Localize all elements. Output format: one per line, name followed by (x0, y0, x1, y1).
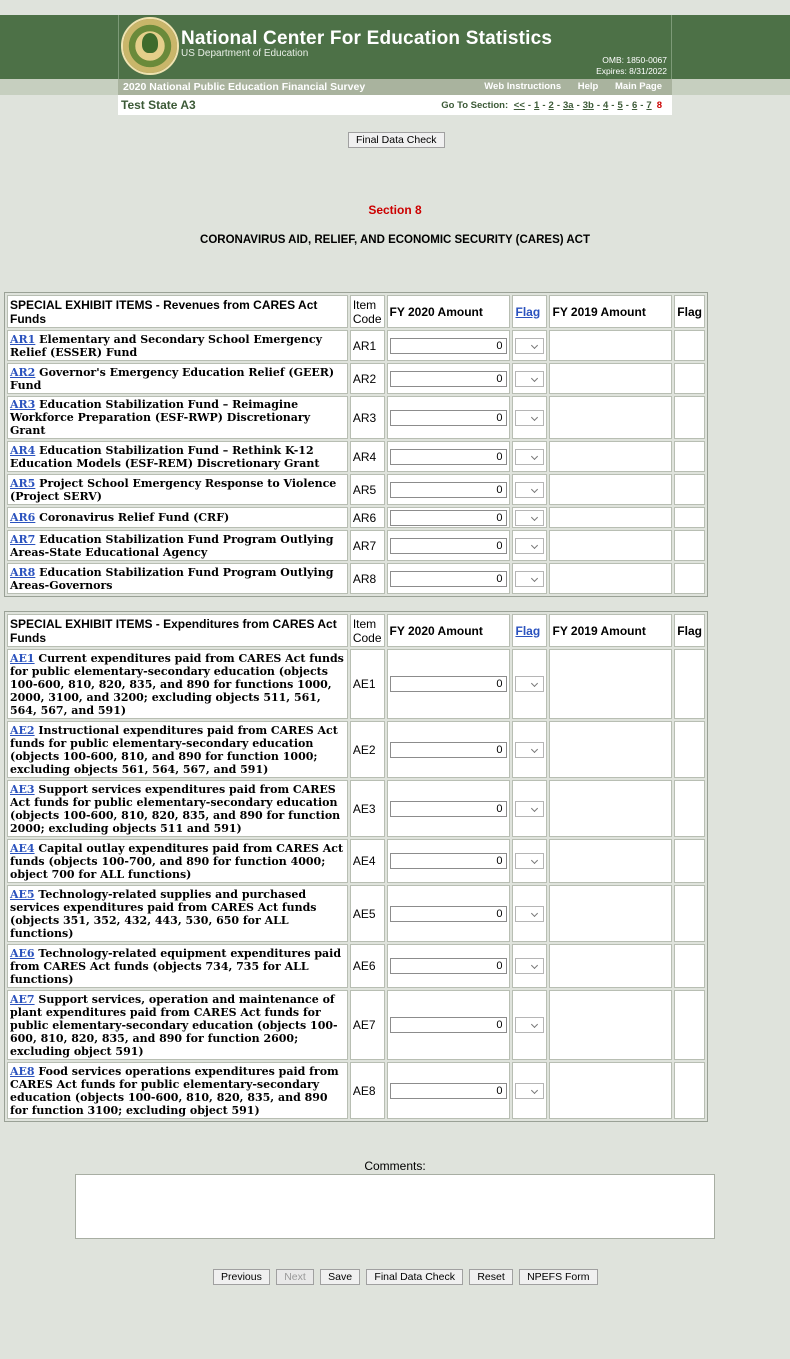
flag-select[interactable] (515, 676, 544, 692)
section-link-5[interactable]: 5 (617, 100, 623, 111)
comments-label: Comments: (364, 1159, 426, 1173)
table-row (7, 330, 705, 361)
fy2019-amount (549, 649, 672, 719)
item-label: Education Stabilization Fund Program Outlying Areas-Governors (10, 565, 334, 592)
previous-button[interactable]: Previous (213, 1269, 270, 1285)
fy2019-flag (674, 944, 705, 988)
fy2019-flag (674, 441, 705, 472)
fy2019-flag (674, 330, 705, 361)
omb-info (596, 55, 667, 77)
flag-select[interactable] (515, 906, 544, 922)
item-code: AR2 (350, 363, 385, 394)
flag-cell (512, 441, 547, 472)
item-code: AE5 (350, 885, 385, 942)
flag-header-link[interactable]: Flag (515, 623, 541, 638)
table-row (7, 474, 705, 505)
fy2019-flag (674, 396, 705, 439)
fy2020-amount-input[interactable] (390, 906, 507, 922)
fy2019-amount (549, 839, 672, 883)
item-code: AR8 (350, 563, 385, 594)
header-banner (0, 15, 790, 79)
fy2020-header: FY 2020 Amount (387, 295, 511, 328)
item-label: Education Stabilization Fund – Rethink K-12 Education Models (ESF-REM) Discretionary Grant (10, 443, 320, 470)
org-title: National Center For Education Statistics (181, 28, 553, 49)
section-title: Section 8 (368, 203, 422, 217)
current-section: 8 (656, 100, 662, 111)
item-label: Instructional expenditures paid from CARES Act funds for public elementary-secondary education (objects 100-600, 810, and 890 for function 1000; excluding objects 561, 564, 567, and 591) (10, 723, 338, 776)
table-row (7, 563, 705, 594)
fy2020-cell (387, 441, 511, 472)
fy2020-cell (387, 780, 511, 837)
flag-cell (512, 330, 547, 361)
fy2019-amount (549, 885, 672, 942)
fy2019-amount (549, 474, 672, 505)
flag-select[interactable] (515, 742, 544, 758)
table-row (7, 363, 705, 394)
item-link[interactable]: AE4 (10, 841, 35, 855)
item-code: AE1 (350, 649, 385, 719)
fy2020-amount-input[interactable] (390, 571, 507, 587)
fy2020-cell (387, 885, 511, 942)
revenues-table (4, 292, 708, 597)
department-seal-icon (121, 17, 179, 75)
flag-cell (512, 721, 547, 778)
web-instructions-link[interactable]: Web Instructions (484, 81, 562, 92)
omb-number: OMB: 1850-0067 (602, 55, 667, 65)
item-description (7, 363, 348, 394)
fy2020-amount-input[interactable] (390, 853, 507, 869)
item-code: AR4 (350, 441, 385, 472)
item-code: AR7 (350, 530, 385, 561)
fy2020-amount-input[interactable] (390, 801, 507, 817)
fy2019-amount (549, 330, 672, 361)
flag-cell (512, 1062, 547, 1119)
item-link[interactable]: AE3 (10, 782, 35, 796)
flag-cell (512, 507, 547, 528)
flag-select[interactable] (515, 958, 544, 974)
flag-select[interactable] (515, 338, 544, 354)
item-code: AE3 (350, 780, 385, 837)
table-row (7, 944, 705, 988)
fy2019-header: FY 2019 Amount (549, 614, 672, 647)
flag-cell (512, 474, 547, 505)
survey-bar-inner (118, 79, 672, 95)
fy2020-amount-input[interactable] (390, 482, 507, 498)
section-link-2[interactable]: 2 (548, 100, 554, 111)
flag-cell (512, 885, 547, 942)
item-link[interactable]: AR5 (10, 476, 36, 490)
table-row (7, 1062, 705, 1119)
table-row (7, 780, 705, 837)
section-link-4[interactable]: 4 (603, 100, 609, 111)
survey-bar (0, 79, 790, 95)
item-code-header: Item Code (352, 616, 382, 645)
table-row (7, 507, 705, 528)
fy2020-amount-input[interactable] (390, 449, 507, 465)
item-link[interactable]: AR8 (10, 565, 36, 579)
reset-button[interactable]: Reset (469, 1269, 512, 1285)
comments-textarea[interactable] (75, 1174, 715, 1239)
header-inner (118, 15, 672, 79)
flag-select[interactable] (515, 1083, 544, 1099)
item-link[interactable]: AR3 (10, 398, 36, 411)
flag-cell (512, 990, 547, 1060)
table-row (7, 649, 705, 719)
item-label: Current expenditures paid from CARES Act funds for public elementary-secondary education (objects 100-600, 810, 820, 835, and 890 for functions 1000, 2000, 3100, and 3200; excluding objects 511, 561, 564, 567, and 591) (10, 651, 344, 717)
fy2020-amount-input[interactable] (390, 510, 507, 526)
fy2020-amount-input[interactable] (390, 742, 507, 758)
item-code-header: Item Code (352, 297, 382, 326)
fy2019-flag (674, 721, 705, 778)
fy2020-cell (387, 507, 511, 528)
section-link-6[interactable]: 6 (631, 100, 638, 111)
fy2020-amount-input[interactable] (390, 1017, 507, 1033)
fy2019-flag (674, 990, 705, 1060)
item-link[interactable]: AE7 (10, 992, 35, 1006)
item-description (7, 474, 348, 505)
flag-cell (512, 363, 547, 394)
item-label: Technology-related equipment expenditures paid from CARES Act funds (objects 734, 735 for ALL functions) (10, 946, 342, 986)
fy2020-amount-input[interactable] (390, 410, 507, 426)
fy2020-cell (387, 363, 511, 394)
section-link-back[interactable]: << (513, 100, 525, 111)
item-description (7, 507, 348, 528)
fy2019-amount (549, 507, 672, 528)
item-code: AE4 (350, 839, 385, 883)
fy2019-flag (674, 530, 705, 561)
item-code: AE6 (350, 944, 385, 988)
fy2019-amount (549, 396, 672, 439)
table-row (7, 839, 705, 883)
fy2019-amount (549, 944, 672, 988)
flag-select[interactable] (515, 510, 544, 526)
fy2020-amount-input[interactable] (390, 958, 507, 974)
item-code: AE7 (350, 990, 385, 1060)
table-row (7, 990, 705, 1060)
org-subtitle: US Department of Education (181, 48, 309, 59)
fy2019-amount (549, 721, 672, 778)
fy2020-cell (387, 990, 511, 1060)
item-label: Project School Emergency Response to Violence (Project SERV) (10, 476, 337, 503)
item-link[interactable]: AR1 (10, 332, 36, 346)
fy2019-flag (674, 649, 705, 719)
fy2019-flag (674, 839, 705, 883)
flag-header: Flag (674, 295, 705, 328)
item-label: Food services operations expenditures paid from CARES Act funds for public elementary-secondary education (objects 100-600, 810, 820, 835, and 890 for function 3100; excluding object 591) (10, 1064, 339, 1117)
item-link[interactable]: AE2 (10, 723, 35, 737)
bottom-button-bar (213, 1269, 601, 1285)
fy2020-cell (387, 396, 511, 439)
help-link[interactable]: Help (577, 81, 599, 92)
flag-cell (512, 649, 547, 719)
flag-cell (512, 944, 547, 988)
item-link[interactable]: AR4 (10, 443, 36, 457)
item-description (7, 780, 348, 837)
fy2019-amount (549, 441, 672, 472)
item-link[interactable]: AR6 (10, 511, 36, 524)
item-label: Elementary and Secondary School Emergency Relief (ESSER) Fund (10, 332, 322, 359)
item-label: Governor's Emergency Education Relief (GEER) Fund (10, 365, 335, 392)
item-description (7, 721, 348, 778)
flag-cell (512, 563, 547, 594)
section-navigation: Go To Section: << - 1 - 2 - 3a - 3b - 4 - 5 - 6 - 7 8 (441, 100, 662, 111)
fy2019-amount (549, 1062, 672, 1119)
fy2019-flag (674, 363, 705, 394)
item-description (7, 885, 348, 942)
item-description (7, 396, 348, 439)
final-data-check-button[interactable]: Final Data Check (366, 1269, 463, 1285)
item-code: AE8 (350, 1062, 385, 1119)
fy2020-cell (387, 721, 511, 778)
state-bar (118, 95, 672, 115)
item-description (7, 530, 348, 561)
item-code: AR5 (350, 474, 385, 505)
fy2020-cell (387, 1062, 511, 1119)
fy2020-cell (387, 944, 511, 988)
flag-select[interactable] (515, 482, 544, 498)
fy2020-cell (387, 649, 511, 719)
item-label: Technology-related supplies and purchased services expenditures paid from CARES Act funds (objects 351, 352, 432, 443, 530, 650 for ALL functions) (10, 887, 317, 940)
next-button: Next (276, 1269, 314, 1285)
item-label: Education Stabilization Fund – Reimagine Workforce Preparation (ESF-RWP) Discretionary Grant (10, 398, 311, 437)
fy2019-flag (674, 885, 705, 942)
flag-cell (512, 396, 547, 439)
flag-select[interactable] (515, 449, 544, 465)
fy2020-amount-input[interactable] (390, 676, 507, 692)
fy2019-flag (674, 563, 705, 594)
fy2019-amount (549, 563, 672, 594)
flag-select[interactable] (515, 538, 544, 554)
item-description (7, 330, 348, 361)
flag-cell (512, 530, 547, 561)
item-description (7, 944, 348, 988)
flag-select[interactable] (515, 410, 544, 426)
state-name: Test State A3 (121, 98, 196, 112)
fy2020-cell (387, 330, 511, 361)
fy2019-amount (549, 990, 672, 1060)
item-code: AR6 (350, 507, 385, 528)
item-description (7, 649, 348, 719)
item-link[interactable]: AE6 (10, 946, 35, 960)
fy2019-flag (674, 780, 705, 837)
item-description (7, 563, 348, 594)
expenditures-table-title: SPECIAL EXHIBIT ITEMS - Expenditures from CARES Act Funds (7, 614, 348, 647)
section-link-7[interactable]: 7 (646, 100, 652, 111)
flag-select[interactable] (515, 853, 544, 869)
fy2020-amount-input[interactable] (390, 371, 507, 387)
item-link[interactable]: AE5 (10, 887, 35, 901)
item-description (7, 990, 348, 1060)
item-description (7, 1062, 348, 1119)
section-link-1[interactable]: 1 (534, 100, 540, 111)
flag-header: Flag (674, 614, 705, 647)
fy2020-amount-input[interactable] (390, 1083, 507, 1099)
item-description (7, 839, 348, 883)
fy2019-header: FY 2019 Amount (549, 295, 672, 328)
final-data-check-button-top[interactable]: Final Data Check (348, 132, 445, 148)
item-label: Support services expenditures paid from CARES Act funds for public elementary-secondary education (objects 100-600, 810, 820, 835, and 890 for function 2000; excluding objects 511 and 591) (10, 782, 341, 835)
fy2020-cell (387, 530, 511, 561)
flag-cell (512, 839, 547, 883)
flag-select[interactable] (515, 571, 544, 587)
survey-name: 2020 National Public Education Financial Survey (123, 81, 366, 93)
item-code: AR1 (350, 330, 385, 361)
item-code: AE2 (350, 721, 385, 778)
flag-cell (512, 780, 547, 837)
header-links (470, 81, 662, 92)
flag-select[interactable] (515, 371, 544, 387)
expenditures-table (4, 611, 708, 1122)
item-link[interactable]: AE8 (10, 1064, 35, 1078)
item-label: Support services, operation and maintenance of plant expenditures paid from CARES Act funds for public elementary-secondary education (objects 100-600, 810, 820, 835, and 890 for function 2600; excluding object 591) (10, 992, 338, 1058)
fy2019-amount (549, 530, 672, 561)
fy2019-flag (674, 474, 705, 505)
fy2020-cell (387, 839, 511, 883)
flag-select[interactable] (515, 801, 544, 817)
revenues-table-title: SPECIAL EXHIBIT ITEMS - Revenues from CARES Act Funds (7, 295, 348, 328)
act-title: CORONAVIRUS AID, RELIEF, AND ECONOMIC SECURITY (CARES) ACT (200, 234, 590, 246)
table-row (7, 441, 705, 472)
fy2019-flag (674, 507, 705, 528)
fy2019-amount (549, 363, 672, 394)
save-button[interactable]: Save (320, 1269, 360, 1285)
item-link[interactable]: AR2 (10, 365, 36, 379)
fy2020-amount-input[interactable] (390, 338, 507, 354)
item-link[interactable]: AE1 (10, 651, 35, 665)
fy2020-amount-input[interactable] (390, 538, 507, 554)
fy2020-header: FY 2020 Amount (387, 614, 511, 647)
npefs-form-button[interactable]: NPEFS Form (519, 1269, 597, 1285)
item-description (7, 441, 348, 472)
goto-label: Go To Section: (441, 100, 509, 111)
flag-select[interactable] (515, 1017, 544, 1033)
item-label: Education Stabilization Fund Program Outlying Areas-State Educational Agency (10, 532, 334, 559)
table-row (7, 530, 705, 561)
item-label: Capital outlay expenditures paid from CARES Act funds (objects 100-700, and 890 for function 4000; object 700 for ALL functions) (10, 841, 344, 881)
table-row (7, 885, 705, 942)
section-link-3a[interactable]: 3a (562, 100, 574, 111)
item-label: Coronavirus Relief Fund (CRF) (35, 511, 230, 524)
table-row (7, 396, 705, 439)
fy2019-amount (549, 780, 672, 837)
fy2020-cell (387, 474, 511, 505)
item-code: AR3 (350, 396, 385, 439)
table-row (7, 721, 705, 778)
item-link[interactable]: AR7 (10, 532, 36, 546)
expiration-date: Expires: 8/31/2022 (596, 66, 667, 76)
flag-header-link[interactable]: Flag (515, 304, 541, 319)
section-link-3b[interactable]: 3b (582, 100, 594, 111)
main-page-link[interactable]: Main Page (615, 81, 662, 92)
fy2020-cell (387, 563, 511, 594)
fy2019-flag (674, 1062, 705, 1119)
